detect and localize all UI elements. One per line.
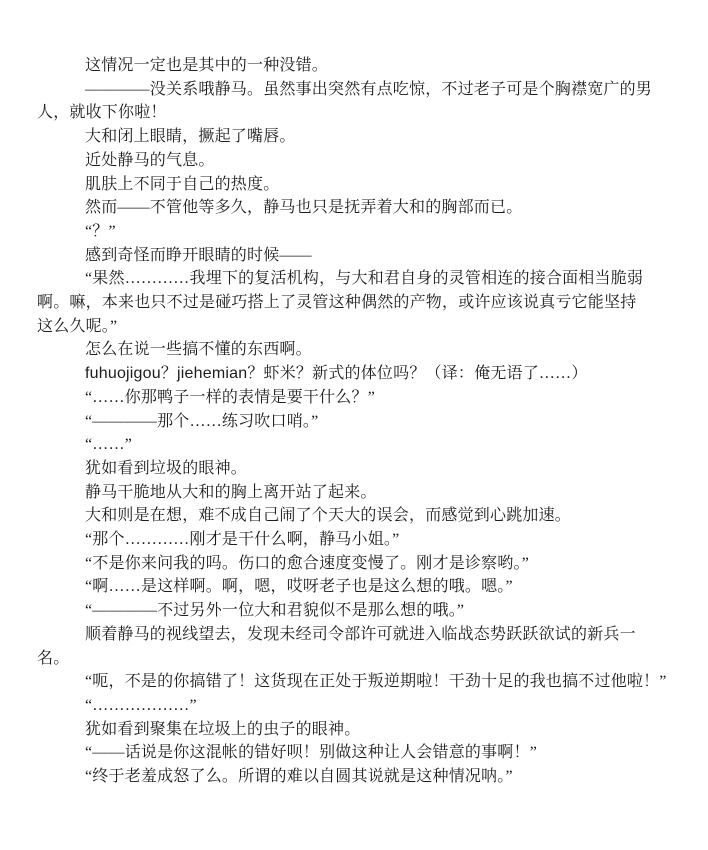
text-run: ————没关系哦静马。虽然事出突然有点吃惊，不过老子可是个胸襟宽广的男: [85, 80, 653, 98]
text-run: 犹如看到垃圾的眼神。: [85, 459, 248, 477]
text-run: “？”: [85, 222, 116, 240]
paragraph: [37, 741, 680, 765]
text-run: “呃，不是的你搞错了！这货现在正处于叛逆期啦！干劲十足的我也搞不过他啦！”: [85, 673, 667, 691]
text-line: [37, 599, 680, 623]
text-line: [37, 528, 680, 552]
text-run: 感到奇怪而睁开眼睛的时候——: [85, 246, 312, 264]
paragraph: [37, 362, 680, 386]
latin-text-run: fuhuojigou？jiehemian？: [85, 365, 264, 383]
text-line: [37, 623, 680, 647]
text-run: “……你那鸭子一样的表情是要干什么？”: [85, 388, 376, 406]
text-run: 近处静马的气息。: [85, 151, 215, 169]
text-line: [37, 504, 680, 528]
text-line: [37, 575, 680, 599]
text-line: [37, 267, 680, 291]
text-run: 然而——不管他等多久，静马也只是抚弄着大和的胸部而已。: [85, 199, 523, 217]
text-line: [37, 244, 680, 268]
text-run: “终于老羞成怒了么。所谓的难以自圆其说就是这种情况呐。”: [85, 768, 513, 786]
text-run: 名。: [37, 649, 70, 667]
paragraph: [37, 433, 680, 457]
text-run: 肌肤上不同于自己的热度。: [85, 175, 280, 193]
text-line: [37, 457, 680, 481]
text-line: [37, 338, 680, 362]
text-line: [37, 220, 680, 244]
text-line: [37, 291, 680, 315]
text-run: 啊。嘛，本来也只不过是碰巧搭上了灵管这种偶然的产物，或许应该说真亏它能坚持: [37, 294, 637, 312]
paragraph: [37, 78, 680, 125]
text-run: 犹如看到聚集在垃圾上的虫子的眼神。: [85, 720, 361, 738]
paragraph: [37, 718, 680, 742]
paragraph: [37, 575, 680, 599]
text-run: 这情况一定也是其中的一种没错。: [85, 57, 329, 74]
text-run: “啊……是这样啊。啊，嗯，哎呀老子也是这么想的哦。嗯。”: [85, 578, 513, 596]
text-line: [37, 149, 680, 173]
paragraph: [37, 504, 680, 528]
paragraph: [37, 552, 680, 576]
text-line: [37, 315, 680, 339]
text-run: 人，就收下你啦！: [37, 104, 167, 122]
text-run: “————那个……练习吹口哨。”: [85, 412, 319, 430]
text-line: [37, 433, 680, 457]
text-line: [37, 386, 680, 410]
paragraph: [37, 125, 680, 149]
text-line: [37, 552, 680, 576]
text-line: [37, 125, 680, 149]
paragraph: [37, 267, 680, 338]
text-line: [37, 718, 680, 742]
paragraph: [37, 623, 680, 670]
text-run: 顺着静马的视线望去，发现未经司令部许可就进入临战态势跃跃欲试的新兵一: [85, 625, 636, 643]
text-line: [37, 741, 680, 765]
paragraph: [37, 244, 680, 268]
document-body: [37, 54, 680, 789]
text-line: [37, 196, 680, 220]
text-line: [37, 694, 680, 718]
text-run: “——话说是你这混帐的错好呗！别做这种让人会错意的事啊！”: [85, 744, 538, 762]
text-line: [37, 54, 680, 78]
paragraph: [37, 670, 680, 694]
text-run: 这么久呢。”: [37, 317, 118, 335]
text-line: [37, 647, 680, 671]
text-run: “………………”: [85, 696, 197, 714]
paragraph: [37, 386, 680, 410]
text-line: [37, 101, 680, 125]
paragraph: [37, 54, 680, 78]
text-line: [37, 765, 680, 789]
text-line: [37, 670, 680, 694]
text-run: “果然…………我埋下的复活机构，与大和君自身的灵管相连的接合面相当脆弱: [85, 270, 644, 288]
text-run: 怎么在说一些搞不懂的东西啊。: [85, 341, 312, 359]
paragraph: [37, 528, 680, 552]
paragraph: [37, 173, 680, 197]
paragraph: [37, 338, 680, 362]
text-run: 虾米？新式的体位吗？（译：俺无语了……）: [263, 365, 588, 383]
text-line: [37, 362, 680, 386]
paragraph: [37, 410, 680, 434]
text-line: [37, 78, 680, 102]
paragraph: [37, 599, 680, 623]
paragraph: [37, 149, 680, 173]
paragraph: [37, 481, 680, 505]
paragraph: [37, 220, 680, 244]
text-run: 静马干脆地从大和的胸上离开站了起来。: [85, 483, 377, 501]
text-line: [37, 410, 680, 434]
text-run: “————不过另外一位大和君貌似不是那么想的哦。”: [85, 602, 465, 620]
text-run: 大和则是在想，难不成自己闹了个天大的误会，而感觉到心跳加速。: [85, 507, 572, 525]
text-run: “那个…………刚才是干什么啊，静马小姐。”: [85, 531, 400, 549]
paragraph: [37, 765, 680, 789]
text-run: 大和闭上眼睛，撅起了嘴唇。: [85, 128, 296, 146]
paragraph: [37, 457, 680, 481]
text-line: [37, 481, 680, 505]
paragraph: [37, 694, 680, 718]
paragraph: [37, 196, 680, 220]
text-line: [37, 173, 680, 197]
text-run: “……”: [85, 436, 133, 454]
text-run: “不是你来问我的吗。伤口的愈合速度变慢了。刚才是诊察哟。”: [85, 554, 530, 572]
